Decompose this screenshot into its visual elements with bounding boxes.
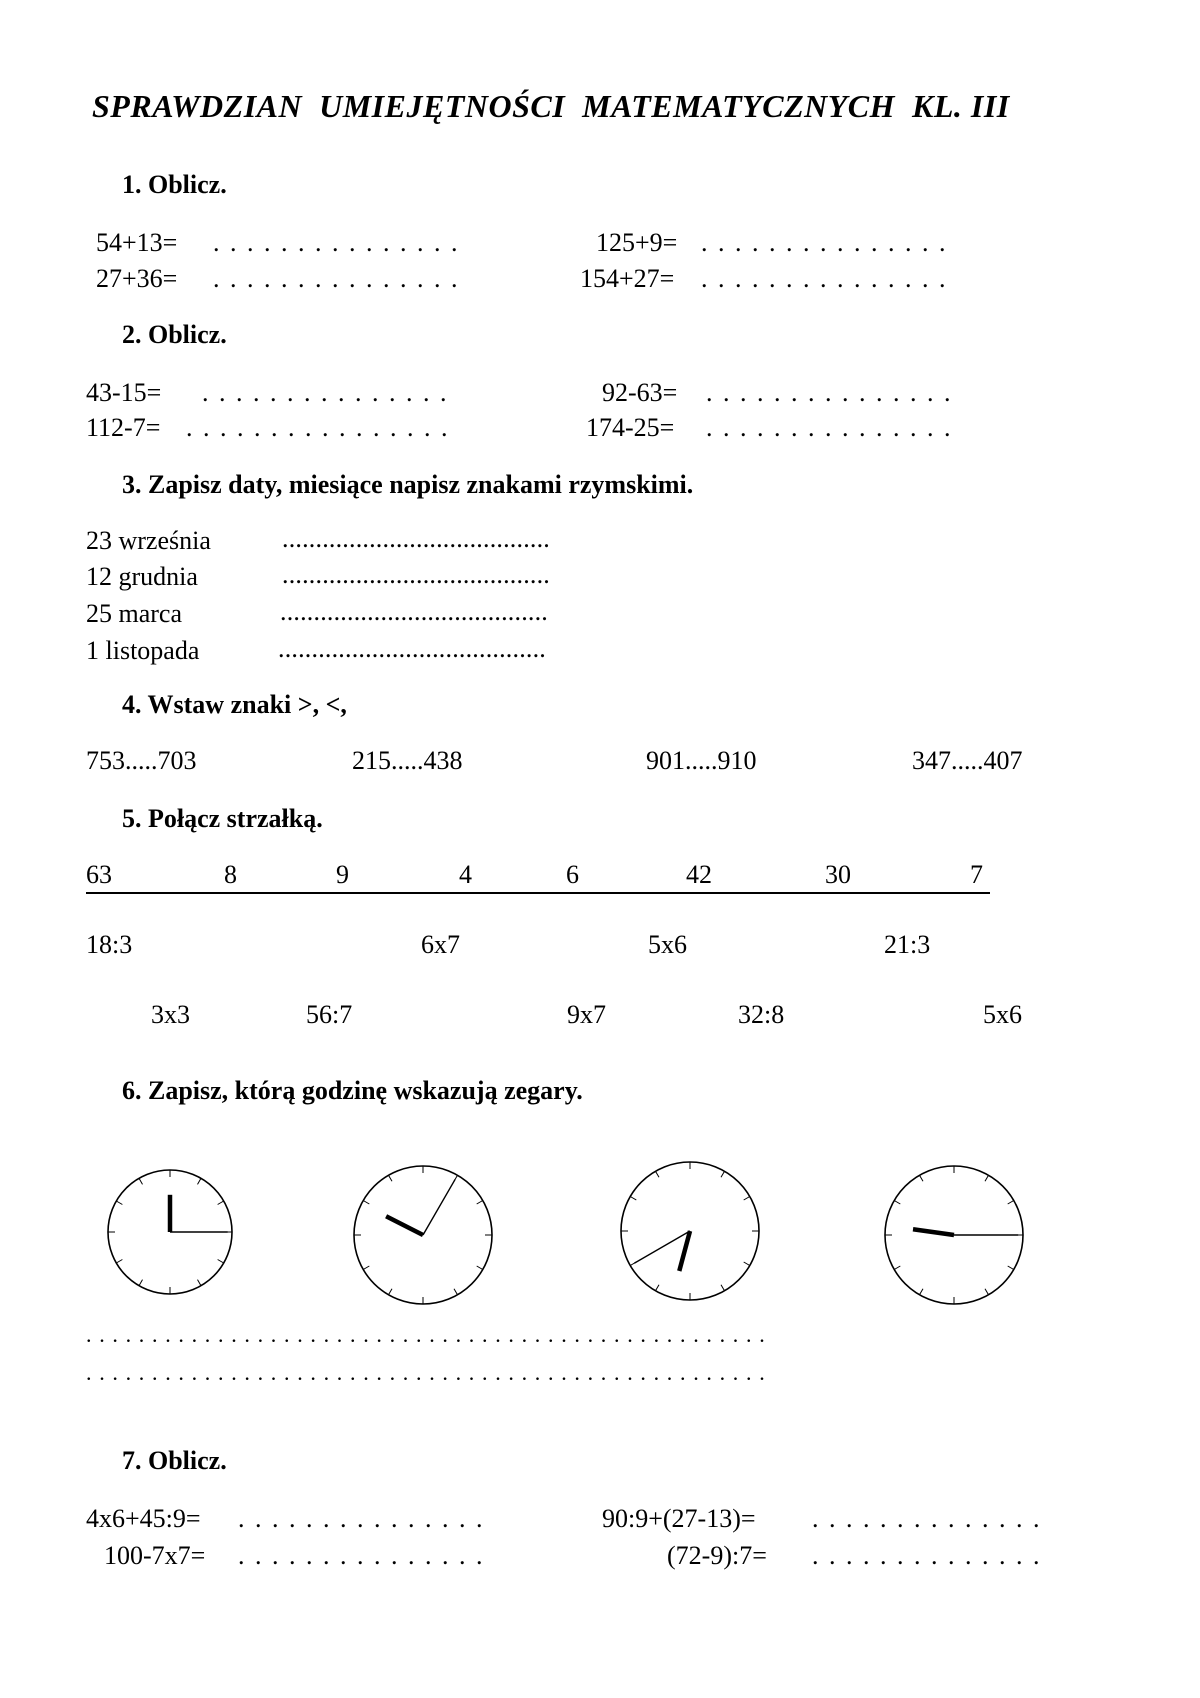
answer-dots[interactable]: . . . . . . . . . . . . . . .	[213, 264, 460, 293]
clock-tick	[218, 1260, 224, 1264]
clock-tick	[920, 1175, 924, 1181]
task-1d: 154+27=	[580, 264, 675, 293]
expression[interactable]: 5x6	[648, 930, 687, 959]
result-number: 7	[970, 860, 983, 889]
clock-tick	[744, 1262, 750, 1266]
clock-tick	[721, 1171, 725, 1177]
date-label: 23 września	[86, 526, 211, 555]
date-label: 12 grudnia	[86, 562, 198, 591]
expression[interactable]: 6x7	[421, 930, 460, 959]
answer-dots[interactable]: . . . . . . . . . . . . . . . .	[186, 413, 450, 442]
answer-dots[interactable]: . . . . . . . . . . . . . . .	[213, 228, 460, 257]
compare-item[interactable]: 753.....703	[86, 746, 197, 775]
date-label: 1 listopada	[86, 636, 200, 665]
answer-dots[interactable]: . . . . . . . . . . . . . . .	[238, 1541, 485, 1570]
clock-tick	[477, 1201, 483, 1205]
task-2b: 92-63=	[602, 378, 678, 407]
result-number: 9	[336, 860, 349, 889]
clock-tick	[1008, 1201, 1014, 1205]
section-7-heading: 7. Oblicz.	[122, 1446, 227, 1475]
result-number: 63	[86, 860, 112, 889]
result-number: 42	[686, 860, 712, 889]
date-answer-line[interactable]: ........................................	[278, 634, 546, 663]
answer-dots[interactable]: . . . . . . . . . . . . . . .	[202, 378, 449, 407]
clock-tick	[985, 1175, 989, 1181]
clock-tick	[218, 1201, 224, 1205]
clock-tick	[363, 1201, 369, 1205]
clock-icon	[106, 1168, 234, 1296]
answer-dots[interactable]: . . . . . . . . . . . . . . .	[238, 1504, 485, 1533]
result-number: 6	[566, 860, 579, 889]
result-number: 4	[459, 860, 472, 889]
clock-tick	[985, 1289, 989, 1295]
clock-tick	[894, 1266, 900, 1270]
answer-dots[interactable]: . . . . . . . . . . . . . .	[812, 1504, 1042, 1533]
task-7c: 100-7x7=	[104, 1541, 206, 1570]
task-2a: 43-15=	[86, 378, 162, 407]
task-2c: 112-7=	[86, 413, 161, 442]
clock-tick	[198, 1280, 202, 1286]
answer-dots[interactable]: . . . . . . . . . . . . . . . . . . . . . . . . . . . . . . . . . . . . . . . . . . . . . . . . . . . .	[86, 1360, 766, 1385]
compare-item[interactable]: 347.....407	[912, 746, 1023, 775]
expression[interactable]: 18:3	[86, 930, 133, 959]
clock-hour-hand	[386, 1216, 423, 1235]
clock-tick	[198, 1178, 202, 1184]
result-number: 30	[825, 860, 851, 889]
clock-tick	[656, 1171, 660, 1177]
expression[interactable]: 56:7	[306, 1000, 353, 1029]
section-6-heading: 6. Zapisz, którą godzinę wskazują zegary.	[122, 1076, 583, 1105]
compare-item[interactable]: 901.....910	[646, 746, 757, 775]
answer-dots[interactable]: . . . . . . . . . . . . . . . . . . . . . . . . . . . . . . . . . . . . . . . . . . . . . . . . . . . .	[86, 1322, 766, 1347]
page-title: SPRAWDZIAN UMIEJĘTNOŚCI MATEMATYCZNYCH KL. III	[92, 88, 1010, 124]
clock-tick	[116, 1201, 122, 1205]
task-7b: 90:9+(27-13)=	[602, 1504, 756, 1533]
clock-tick	[139, 1178, 143, 1184]
answer-dots[interactable]: . . . . . . . . . . . . . . .	[701, 228, 948, 257]
clock-icon	[883, 1164, 1025, 1306]
answer-dots[interactable]: . . . . . . . . . . . . . .	[812, 1541, 1042, 1570]
answer-dots[interactable]: . . . . . . . . . . . . . . .	[701, 264, 948, 293]
section-5-heading: 5. Połącz strzałką.	[122, 804, 323, 833]
task-1c: 27+36=	[96, 264, 178, 293]
answer-dots[interactable]: . . . . . . . . . . . . . . .	[706, 413, 953, 442]
clock-tick	[116, 1260, 122, 1264]
task-7d: (72-9):7=	[667, 1541, 767, 1570]
clock-tick	[920, 1289, 924, 1295]
clock-tick	[363, 1266, 369, 1270]
clock-tick	[454, 1289, 458, 1295]
expression[interactable]: 21:3	[884, 930, 931, 959]
section-4-heading: 4. Wstaw znaki >, <,	[122, 690, 347, 719]
clock-tick	[721, 1285, 725, 1291]
clock-tick	[656, 1285, 660, 1291]
clock-tick	[389, 1175, 393, 1181]
section-3-heading: 3. Zapisz daty, miesiące napisz znakami rzymskimi.	[122, 470, 694, 499]
compare-item[interactable]: 215.....438	[352, 746, 463, 775]
expression[interactable]: 9x7	[567, 1000, 606, 1029]
number-underline	[86, 892, 990, 894]
expression[interactable]: 3x3	[151, 1000, 190, 1029]
clock-tick	[477, 1266, 483, 1270]
clock-hour-hand	[913, 1229, 954, 1235]
clock-minute-hand	[423, 1179, 455, 1235]
date-label: 25 marca	[86, 599, 183, 628]
clock-tick	[894, 1201, 900, 1205]
expression[interactable]: 5x6	[983, 1000, 1022, 1029]
clock-icon	[352, 1164, 494, 1306]
clock-icon	[619, 1160, 761, 1302]
clock-tick	[630, 1197, 636, 1201]
section-2-heading: 2. Oblicz.	[122, 320, 227, 349]
result-number: 8	[224, 860, 237, 889]
date-answer-line[interactable]: ........................................	[282, 524, 550, 553]
section-1-heading: 1. Oblicz.	[122, 170, 227, 199]
date-answer-line[interactable]: ........................................	[280, 597, 548, 626]
clock-tick	[744, 1197, 750, 1201]
clock-tick	[389, 1289, 393, 1295]
date-answer-line[interactable]: ........................................	[282, 560, 550, 589]
task-7a: 4x6+45:9=	[86, 1504, 201, 1533]
clock-tick	[1008, 1266, 1014, 1270]
expression[interactable]: 32:8	[738, 1000, 785, 1029]
task-2d: 174-25=	[586, 413, 675, 442]
answer-dots[interactable]: . . . . . . . . . . . . . . .	[706, 378, 953, 407]
task-1a: 54+13=	[96, 228, 178, 257]
clock-tick	[139, 1280, 143, 1286]
task-1b: 125+9=	[596, 228, 678, 257]
